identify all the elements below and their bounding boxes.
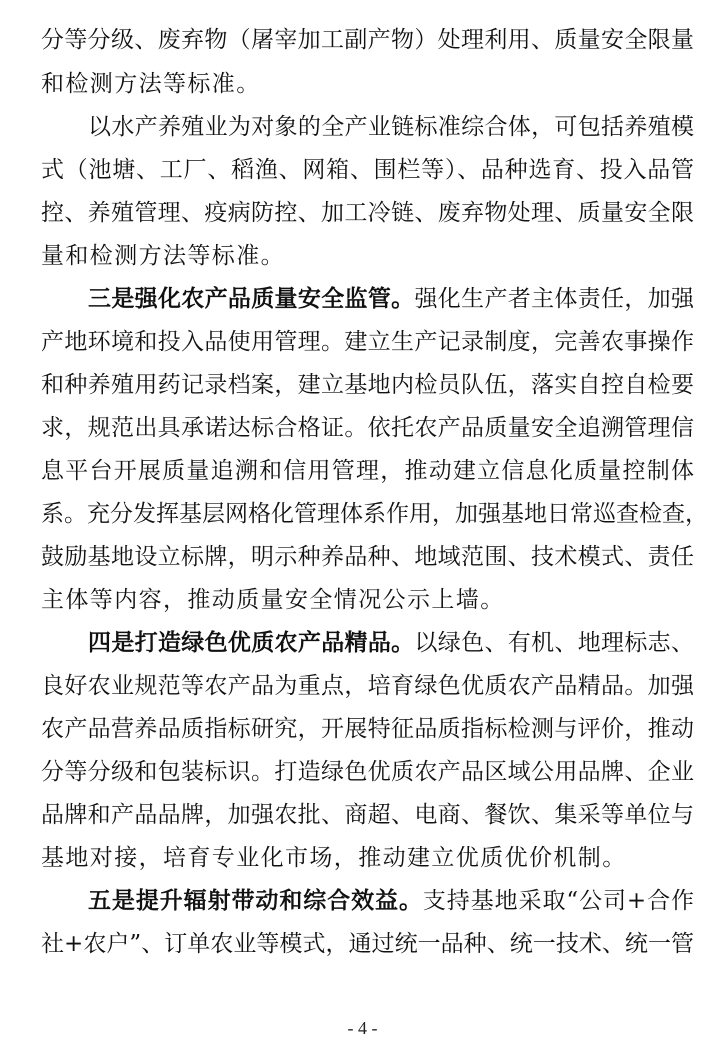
paragraph-text: 支持基地采取“公司+合作 [422,888,695,914]
text-line: 基地对接，培育专业化市场，推动建立优质优价机制。 [41,845,627,871]
text-line: 系。充分发挥基层网格化管理体系作用，加强基地日常巡查检查， [41,501,708,527]
text-line: 鼓励基地设立标牌，明示种养品种、地域范围、技术模式、责任 [41,544,694,570]
text-line: 控、养殖管理、疫病防控、加工冷链、废弃物处理、质量安全限 [41,200,694,226]
paragraph-first-line [88,277,694,321]
text-line: 农产品营养品质指标研究，开展特征品质指标检测与评价，推动 [41,716,694,742]
paragraph-text: 以绿色、有机、地理标志、 [414,630,695,656]
paragraph-heading: 三是强化农产品质量安全监管。 [88,285,415,312]
text-line: 和种养殖用药记录档案，建立基地内检员队伍，落实自控自检要 [41,372,694,398]
text-line: 分等分级和包装标识。打造绿色优质农产品区域公用品牌、企业 [41,759,694,785]
paragraph-heading: 四是打造绿色优质农产品精品。 [88,629,415,656]
page-number: - 4 - [347,1018,378,1038]
text-line: 式（池塘、工厂、稻渔、网箱、围栏等）、品种选育、投入品管 [41,157,694,183]
text-line: 求，规范出具承诺达标合格证。依托农产品质量安全追溯管理信 [41,415,694,441]
text-line: 息平台开展质量追溯和信用管理，推动建立信息化质量控制体 [41,458,694,484]
text-line: 分等分级、废弃物（屠宰加工副产物）处理利用、质量安全限量 [41,27,694,53]
text-line: 主体等内容，推动质量安全情况公示上墙。 [41,587,505,613]
paragraph-text: 强化生产者主体责任，加强 [414,286,695,312]
text-line: 品牌和产品品牌，加强农批、商超、电商、餐饮、集采等单位与 [41,802,694,828]
paragraph-heading: 五是提升辐射带动和综合效益。 [88,887,423,914]
text-line: 良好农业规范等农产品为重点，培育绿色优质农产品精品。加强 [41,673,694,699]
text-line: 产地环境和投入品使用管理。建立生产记录制度，完善农事操作 [41,329,694,355]
text-line: 量和检测方法等标准。 [41,243,285,269]
text-line: 和检测方法等标准。 [41,71,261,97]
text-line: 以水产养殖业为对象的全产业链标准综合体，可包括养殖模 [88,114,694,140]
paragraph-first-line [88,879,694,923]
text-line: 社+农户”、订单农业等模式，通过统一品种、统一技术、统一管 [41,931,694,957]
paragraph-first-line [88,621,694,665]
